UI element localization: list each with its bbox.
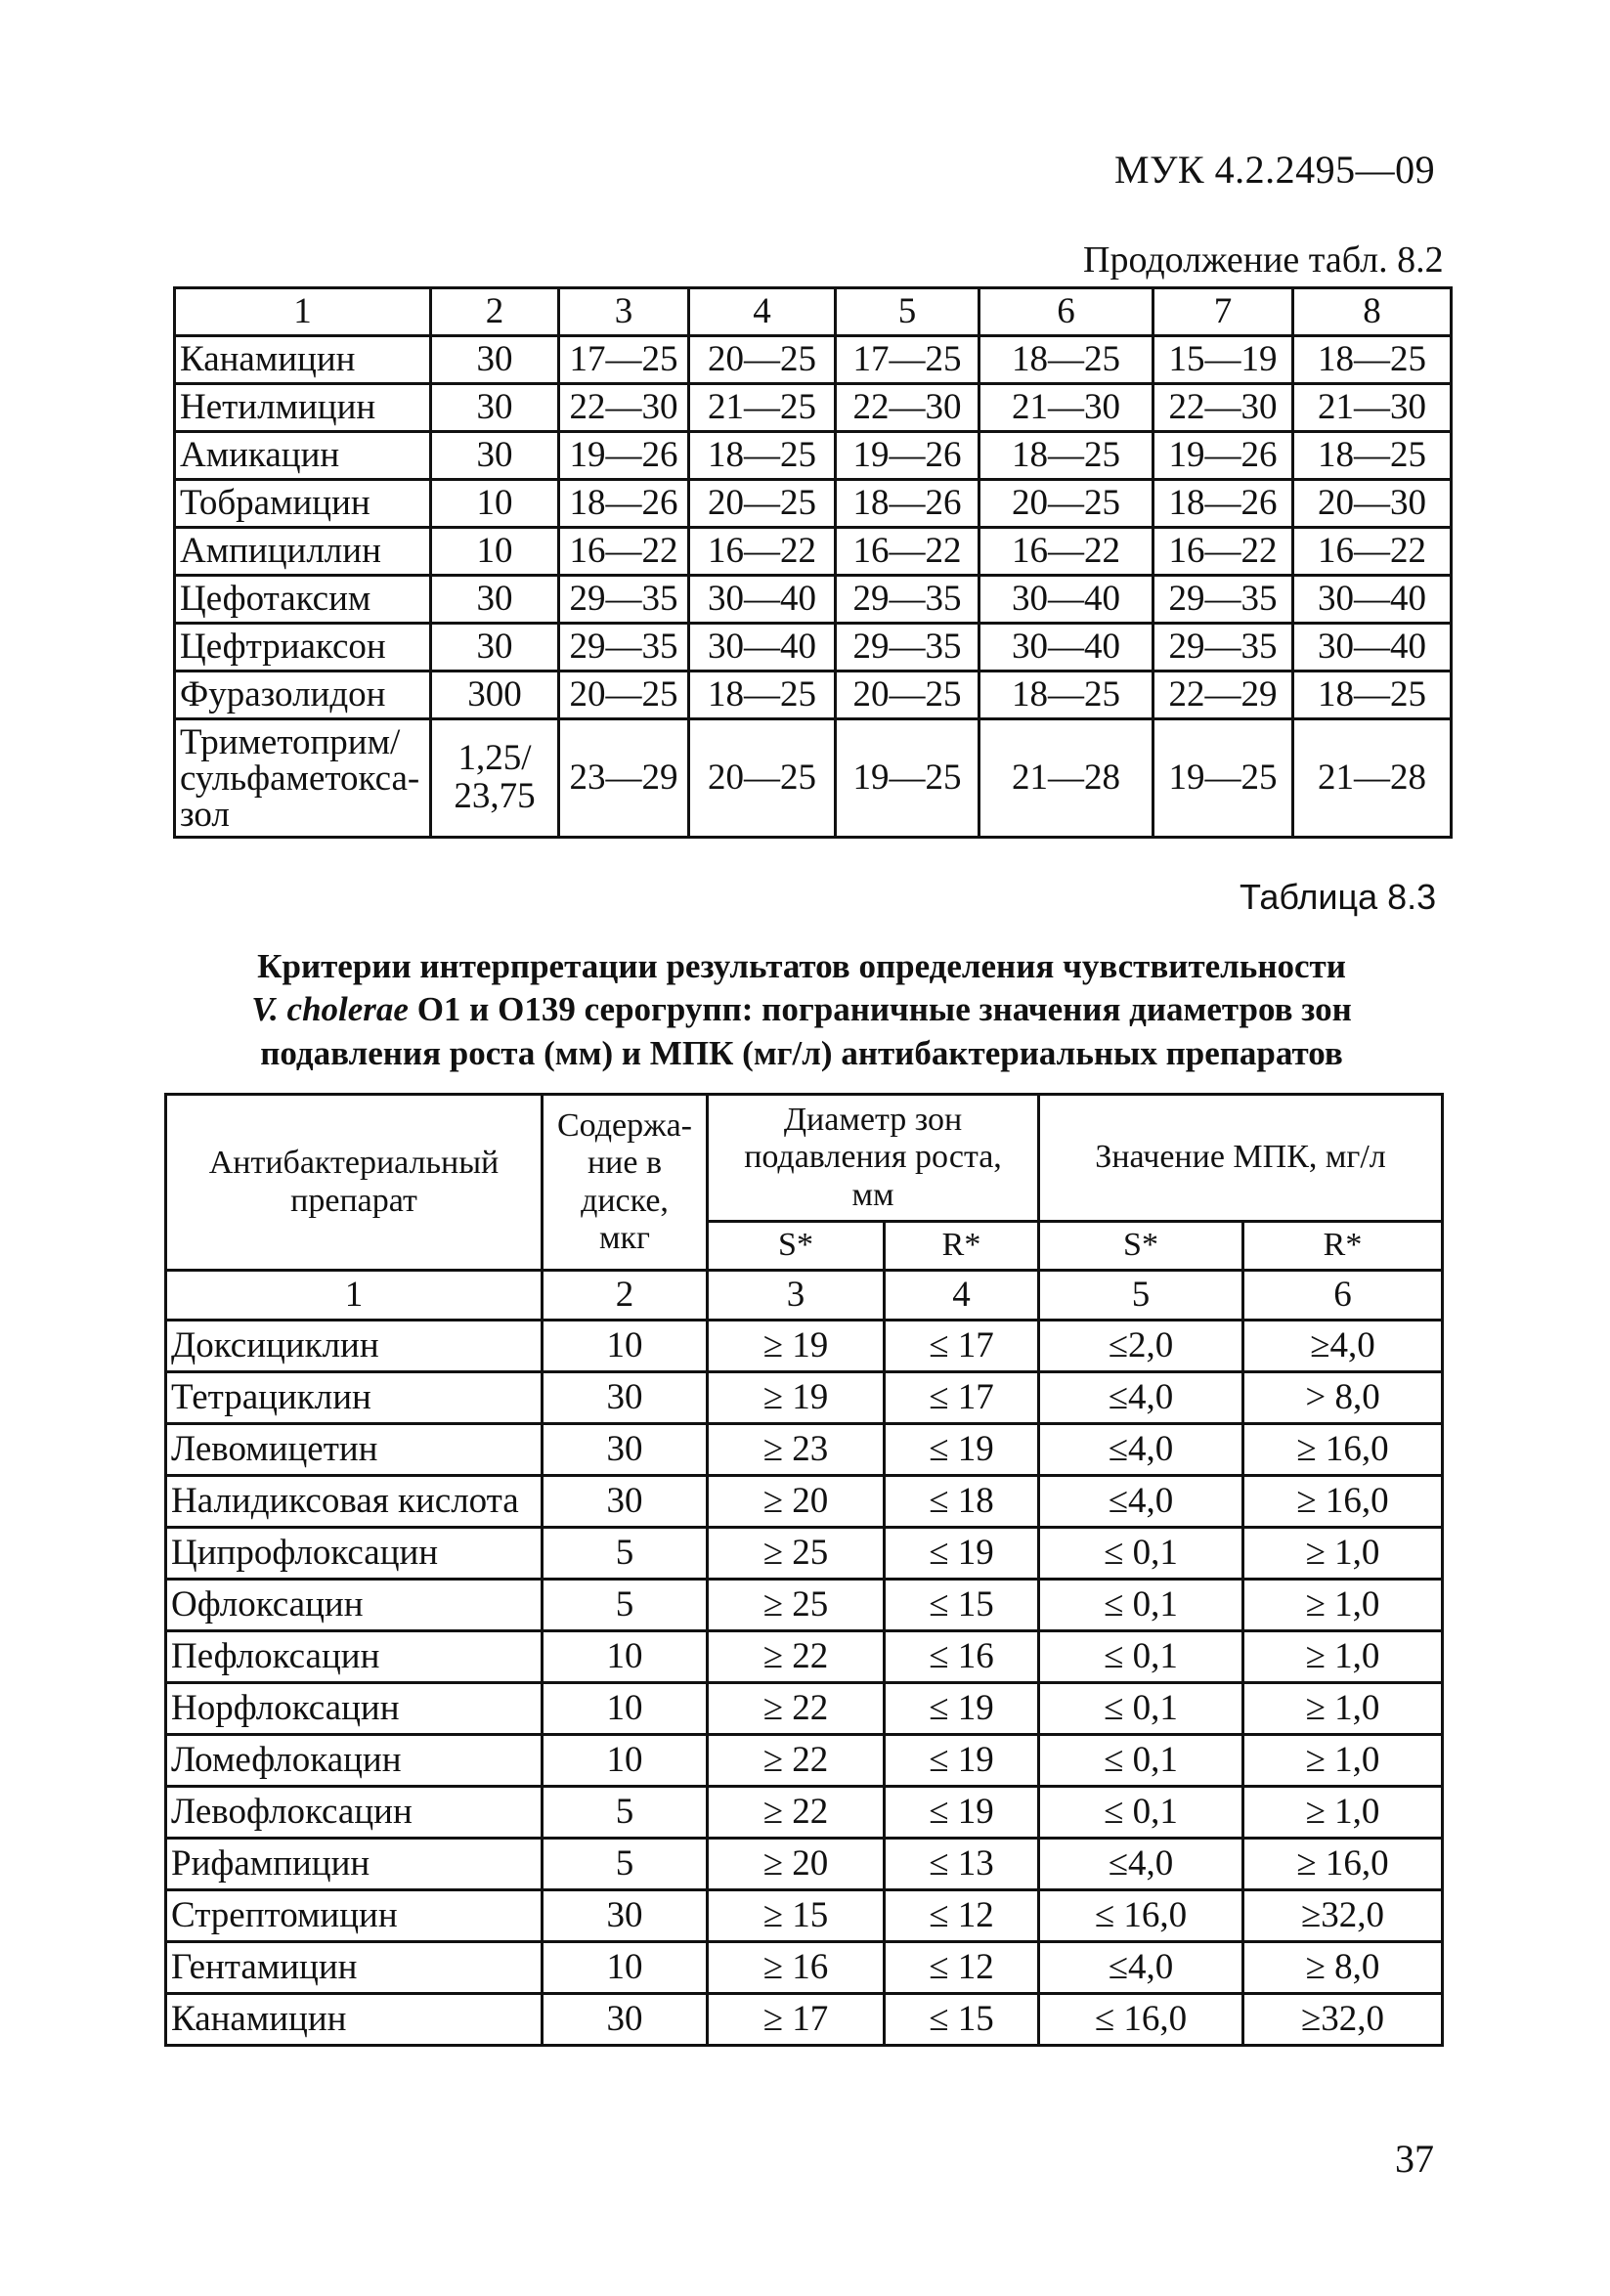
table-continuation-label: Продолжение табл. 8.2	[1083, 239, 1444, 281]
zone-range: 23—29	[559, 719, 689, 838]
table-row	[175, 576, 1452, 624]
table-row	[166, 1321, 1443, 1372]
disk-content: 5	[543, 1839, 708, 1890]
table-header-row	[175, 288, 1452, 336]
table-row	[166, 1424, 1443, 1476]
breakpoint-value: ≤2,0	[1039, 1321, 1243, 1372]
drug-name: Доксициклин	[166, 1321, 543, 1372]
page-number: 37	[1395, 2137, 1434, 2181]
header-mic-r: R*	[1243, 1222, 1443, 1271]
drug-name: Цефотаксим	[175, 576, 431, 624]
zone-range: 20—25	[979, 480, 1153, 528]
column-number: 2	[431, 288, 559, 336]
zone-range: 20—25	[689, 336, 836, 384]
zone-range: 22—30	[1153, 384, 1293, 432]
zone-range: 21—28	[1293, 719, 1452, 838]
breakpoint-value: ≥ 25	[708, 1528, 885, 1580]
breakpoint-value: ≥ 1,0	[1243, 1735, 1443, 1787]
drug-name: Гентамицин	[166, 1942, 543, 1994]
drug-name	[175, 719, 431, 838]
zone-range: 18—26	[836, 480, 979, 528]
breakpoint-value: ≤4,0	[1039, 1424, 1243, 1476]
breakpoint-value: ≥ 22	[708, 1787, 885, 1839]
table-row	[166, 1994, 1443, 2046]
breakpoint-value: ≤4,0	[1039, 1372, 1243, 1424]
breakpoint-value: ≥ 19	[708, 1321, 885, 1372]
document-code: МУК 4.2.2495—09	[1114, 148, 1436, 192]
breakpoint-value: ≥ 25	[708, 1580, 885, 1631]
breakpoint-value: ≥ 8,0	[1243, 1942, 1443, 1994]
zone-range: 30—40	[1293, 624, 1452, 671]
zone-range: 16—22	[689, 528, 836, 576]
drug-name: Канамицин	[166, 1994, 543, 2046]
header-mic-s: S*	[1039, 1222, 1243, 1271]
disk-content-line: 1,25/	[457, 738, 532, 779]
disk-content-line: 23,75	[454, 776, 536, 816]
drug-name: Левофлоксацин	[166, 1787, 543, 1839]
column-number: 6	[1243, 1271, 1443, 1321]
breakpoint-value: ≤ 19	[885, 1735, 1039, 1787]
drug-name: Амикацин	[175, 432, 431, 480]
column-number: 7	[1153, 288, 1293, 336]
table-row	[175, 671, 1452, 719]
table-row	[175, 719, 1452, 838]
breakpoint-value: ≥ 1,0	[1243, 1631, 1443, 1683]
table-8-3	[164, 1093, 1444, 2047]
breakpoint-value: ≤ 17	[885, 1372, 1039, 1424]
breakpoint-value: ≤ 0,1	[1039, 1580, 1243, 1631]
drug-name: Тетрациклин	[166, 1372, 543, 1424]
disk-content: 5	[543, 1787, 708, 1839]
zone-range: 30—40	[1293, 576, 1452, 624]
table-row	[175, 528, 1452, 576]
disk-content: 5	[543, 1580, 708, 1631]
title-line-3: подавления роста (мм) и МПК (мг/л) антибактериальных препаратов	[260, 1033, 1343, 1072]
zone-range: 30—40	[979, 624, 1153, 671]
drug-name: Ципрофлоксацин	[166, 1528, 543, 1580]
drug-name: Налидиксовая кислота	[166, 1476, 543, 1528]
zone-range: 19—26	[1153, 432, 1293, 480]
table-row	[175, 432, 1452, 480]
disk-content: 30	[543, 1890, 708, 1942]
drug-name-line: сульфаметокса-	[180, 758, 420, 799]
breakpoint-value: ≥ 20	[708, 1476, 885, 1528]
zone-range: 17—25	[559, 336, 689, 384]
breakpoint-value: ≥ 19	[708, 1372, 885, 1424]
breakpoint-value: ≥ 1,0	[1243, 1580, 1443, 1631]
column-number: 4	[885, 1271, 1039, 1321]
drug-name: Офлоксацин	[166, 1580, 543, 1631]
table-8-3-label: Таблица 8.3	[1240, 877, 1437, 917]
zone-range: 22—30	[836, 384, 979, 432]
zone-range: 18—25	[979, 671, 1153, 719]
table-row	[175, 336, 1452, 384]
drug-name: Канамицин	[175, 336, 431, 384]
zone-range: 18—26	[1153, 480, 1293, 528]
table-row	[166, 1580, 1443, 1631]
breakpoint-value: ≥ 23	[708, 1424, 885, 1476]
drug-name: Цефтриаксон	[175, 624, 431, 671]
zone-range: 18—25	[1293, 671, 1452, 719]
breakpoint-value: ≤ 19	[885, 1528, 1039, 1580]
zone-range: 30—40	[689, 624, 836, 671]
column-number: 8	[1293, 288, 1452, 336]
breakpoint-value: ≤4,0	[1039, 1839, 1243, 1890]
drug-name: Левомицетин	[166, 1424, 543, 1476]
zone-range: 20—25	[836, 671, 979, 719]
disk-content: 30	[543, 1424, 708, 1476]
breakpoint-value: > 8,0	[1243, 1372, 1443, 1424]
column-number: 5	[1039, 1271, 1243, 1321]
breakpoint-value: ≥ 16	[708, 1942, 885, 1994]
table-row	[166, 1942, 1443, 1994]
table-row	[166, 1631, 1443, 1683]
header-zone-diameter: Диаметр зон подавления роста, мм	[708, 1095, 1039, 1222]
title-line-1: Критерии интерпретации результатов определения чувствительности	[257, 947, 1346, 985]
breakpoint-value: ≥ 17	[708, 1994, 885, 2046]
breakpoint-value: ≥ 22	[708, 1735, 885, 1787]
column-number: 3	[708, 1271, 885, 1321]
zone-range: 29—35	[1153, 624, 1293, 671]
zone-range: 18—25	[979, 432, 1153, 480]
breakpoint-value: ≥ 22	[708, 1683, 885, 1735]
drug-name: Рифампицин	[166, 1839, 543, 1890]
breakpoint-value: ≤4,0	[1039, 1476, 1243, 1528]
zone-range: 20—25	[559, 671, 689, 719]
breakpoint-value: ≤ 0,1	[1039, 1683, 1243, 1735]
breakpoint-value: ≤ 15	[885, 1994, 1039, 2046]
zone-range: 29—35	[559, 624, 689, 671]
zone-range: 17—25	[836, 336, 979, 384]
breakpoint-value: ≤ 0,1	[1039, 1528, 1243, 1580]
zone-range: 29—35	[836, 624, 979, 671]
table-row	[175, 624, 1452, 671]
title-line-2	[147, 988, 1457, 1031]
breakpoint-value: ≤ 16,0	[1039, 1994, 1243, 2046]
disk-content: 5	[543, 1528, 708, 1580]
breakpoint-value: ≤ 16,0	[1039, 1890, 1243, 1942]
continued-table-8-2	[173, 286, 1453, 839]
zone-range: 18—26	[559, 480, 689, 528]
breakpoint-value: ≤ 17	[885, 1321, 1039, 1372]
disk-content: 30	[431, 432, 559, 480]
header-disk-content: Содержа- ние в диске, мкг	[543, 1095, 708, 1271]
breakpoint-value: ≥ 15	[708, 1890, 885, 1942]
drug-name: Нетилмицин	[175, 384, 431, 432]
zone-range: 29—35	[1153, 576, 1293, 624]
zone-range: 16—22	[1153, 528, 1293, 576]
column-number: 1	[166, 1271, 543, 1321]
breakpoint-value: ≥ 20	[708, 1839, 885, 1890]
table-row	[175, 480, 1452, 528]
zone-range: 30—40	[689, 576, 836, 624]
disk-content: 300	[431, 671, 559, 719]
zone-range: 29—35	[836, 576, 979, 624]
column-number: 6	[979, 288, 1153, 336]
column-number: 5	[836, 288, 979, 336]
disk-content: 10	[543, 1735, 708, 1787]
table-row	[175, 384, 1452, 432]
zone-range: 18—25	[689, 432, 836, 480]
title-line-2-rest: O1 и O139 серогрупп: пограничные значения диаметров зон	[408, 990, 1352, 1029]
zone-range: 29—35	[559, 576, 689, 624]
breakpoint-value: ≤ 13	[885, 1839, 1039, 1890]
breakpoint-value: ≥ 16,0	[1243, 1839, 1443, 1890]
zone-range: 20—25	[689, 480, 836, 528]
breakpoint-value: ≥ 1,0	[1243, 1528, 1443, 1580]
breakpoint-value: ≥ 1,0	[1243, 1683, 1443, 1735]
header-diameter-r: R*	[885, 1222, 1039, 1271]
zone-range: 15—19	[1153, 336, 1293, 384]
zone-range: 16—22	[559, 528, 689, 576]
breakpoint-value: ≤ 15	[885, 1580, 1039, 1631]
zone-range: 22—30	[559, 384, 689, 432]
zone-range: 19—26	[836, 432, 979, 480]
table-row	[166, 1476, 1443, 1528]
disk-content: 30	[431, 576, 559, 624]
breakpoint-value: ≤ 19	[885, 1683, 1039, 1735]
disk-content: 10	[543, 1683, 708, 1735]
zone-range: 19—26	[559, 432, 689, 480]
drug-name: Ломефлокацин	[166, 1735, 543, 1787]
breakpoint-value: ≥ 16,0	[1243, 1476, 1443, 1528]
drug-name: Стрептомицин	[166, 1890, 543, 1942]
zone-range: 18—25	[1293, 336, 1452, 384]
column-number-row	[166, 1271, 1443, 1321]
column-number: 1	[175, 288, 431, 336]
table-row	[166, 1890, 1443, 1942]
disk-content: 30	[543, 1476, 708, 1528]
breakpoint-value: ≤ 12	[885, 1890, 1039, 1942]
table-row	[166, 1787, 1443, 1839]
zone-range: 20—25	[689, 719, 836, 838]
breakpoint-value: ≥4,0	[1243, 1321, 1443, 1372]
zone-range: 30—40	[979, 576, 1153, 624]
disk-content: 30	[431, 336, 559, 384]
zone-range: 21—30	[979, 384, 1153, 432]
zone-range: 16—22	[979, 528, 1153, 576]
disk-content: 30	[431, 624, 559, 671]
zone-range: 21—28	[979, 719, 1153, 838]
drug-name: Тобрамицин	[175, 480, 431, 528]
breakpoint-value: ≤4,0	[1039, 1942, 1243, 1994]
column-number: 2	[543, 1271, 708, 1321]
disk-content: 30	[543, 1372, 708, 1424]
drug-name: Фуразолидон	[175, 671, 431, 719]
breakpoint-value: ≥32,0	[1243, 1994, 1443, 2046]
table-row	[166, 1735, 1443, 1787]
table-row	[166, 1528, 1443, 1580]
breakpoint-value: ≥ 22	[708, 1631, 885, 1683]
breakpoint-value: ≤ 12	[885, 1942, 1039, 1994]
zone-range: 20—30	[1293, 480, 1452, 528]
zone-range: 19—25	[836, 719, 979, 838]
disk-content: 30	[431, 384, 559, 432]
table-row	[166, 1839, 1443, 1890]
zone-range: 22—29	[1153, 671, 1293, 719]
header-diameter-s: S*	[708, 1222, 885, 1271]
zone-range: 16—22	[836, 528, 979, 576]
disk-content	[431, 719, 559, 838]
header-mic-value: Значение МПК, мг/л	[1039, 1095, 1443, 1222]
disk-content: 10	[543, 1631, 708, 1683]
organism-name: V. cholerae	[251, 990, 409, 1029]
column-number: 4	[689, 288, 836, 336]
zone-range: 21—30	[1293, 384, 1452, 432]
breakpoint-value: ≤ 16	[885, 1631, 1039, 1683]
drug-name: Ампициллин	[175, 528, 431, 576]
column-number: 3	[559, 288, 689, 336]
table-row	[166, 1372, 1443, 1424]
zone-range: 18—25	[979, 336, 1153, 384]
breakpoint-value: ≤ 18	[885, 1476, 1039, 1528]
table-row	[166, 1683, 1443, 1735]
zone-range: 21—25	[689, 384, 836, 432]
header-drug: Антибактериальный препарат	[166, 1095, 543, 1271]
breakpoint-value: ≥ 1,0	[1243, 1787, 1443, 1839]
zone-range: 18—25	[689, 671, 836, 719]
table-8-3-title	[147, 945, 1457, 1075]
zone-range: 19—25	[1153, 719, 1293, 838]
drug-name-line: Триметоприм/	[180, 721, 401, 762]
breakpoint-value: ≥32,0	[1243, 1890, 1443, 1942]
breakpoint-value: ≤ 0,1	[1039, 1735, 1243, 1787]
disk-content: 10	[431, 528, 559, 576]
drug-name: Норфлоксацин	[166, 1683, 543, 1735]
disk-content: 10	[543, 1321, 708, 1372]
zone-range: 18—25	[1293, 432, 1452, 480]
breakpoint-value: ≤ 19	[885, 1424, 1039, 1476]
breakpoint-value: ≤ 0,1	[1039, 1787, 1243, 1839]
disk-content: 30	[543, 1994, 708, 2046]
breakpoint-value: ≤ 19	[885, 1787, 1039, 1839]
disk-content: 10	[431, 480, 559, 528]
breakpoint-value: ≤ 0,1	[1039, 1631, 1243, 1683]
zone-range: 16—22	[1293, 528, 1452, 576]
breakpoint-value: ≥ 16,0	[1243, 1424, 1443, 1476]
drug-name-line: зол	[180, 794, 230, 835]
drug-name: Пефлоксацин	[166, 1631, 543, 1683]
disk-content: 10	[543, 1942, 708, 1994]
